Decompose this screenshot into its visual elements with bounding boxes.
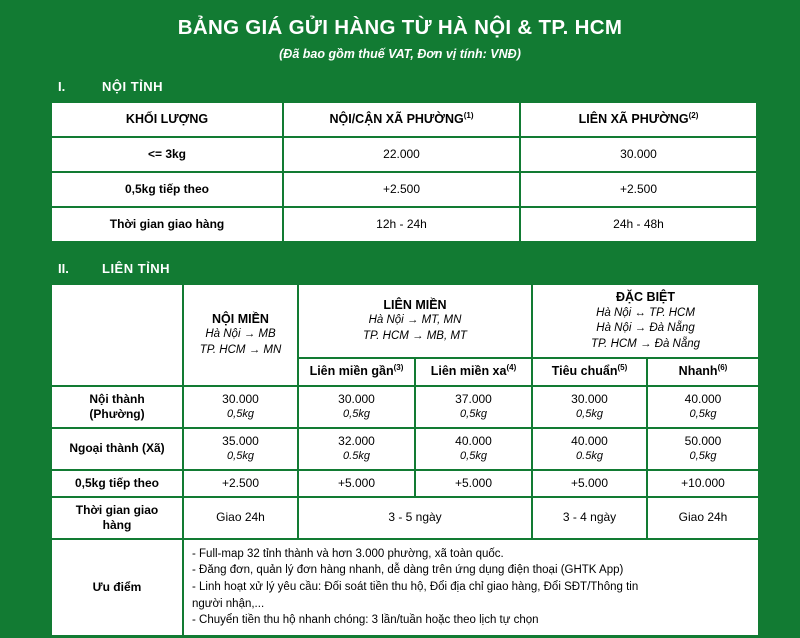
benefits-list <box>184 540 758 635</box>
cell-value-nhanh: Giao 24h <box>648 498 758 538</box>
row-label-tiep-theo: 0,5kg tiếp theo <box>52 471 182 496</box>
section-number: I. <box>58 79 66 94</box>
cell-value-tieu-chuan: 3 - 4 ngày <box>533 498 646 538</box>
cell-value-lien-mien: 3 - 5 ngày <box>299 498 531 538</box>
row-label: Thời gian giao hàng <box>52 208 282 241</box>
subheader-lien-mien-xa: Liên miền $xa^{(4)}$ <box>416 359 531 385</box>
group-line: Hà Nội → Đà Nẵng <box>596 322 695 335</box>
table-row-header-group <box>52 285 758 357</box>
benefit-line: người nhận,... <box>192 597 265 610</box>
table-row <box>52 429 758 469</box>
col-header-lien-xa-phuong: LIÊN XÃ PHƯỜNG$^{(2)}$ <box>521 103 756 136</box>
page-subtitle: (Đã bao gồm thuế VAT, Đơn vị tính: VNĐ) <box>279 47 521 61</box>
section-number: II. <box>58 261 69 276</box>
table-row-header <box>52 103 756 136</box>
cell-value-noi-mien: Giao 24h <box>184 498 297 538</box>
subheader-nhanh: Nhanh$^{(6)}$ <box>648 359 758 385</box>
group-header-noi-mien: NỘI MIỀN Hà Nội → MB TP. HCM → MN <box>184 285 297 385</box>
section-heading-noi-tinh <box>50 79 750 94</box>
cell-value: +2.500 <box>284 173 519 206</box>
table-row-delivery-time <box>52 498 758 538</box>
cell-value: +10.000 <box>648 471 758 496</box>
col-header-khoi-luong: KHỐI LƯỢNG <box>52 103 282 136</box>
cell-value: 30.000 <box>521 138 756 171</box>
cell-value: 30.000 0,5kg <box>533 387 646 427</box>
corner-cell <box>52 285 182 385</box>
cell-value: 40.000 0,5kg <box>416 429 531 469</box>
group-header-lien-mien: LIÊN MIỀN Hà Nội → MT, MN TP. HCM → MB, MT <box>299 285 531 357</box>
cell-value: 32.000 0.5kg <box>299 429 414 469</box>
benefit-line: - Chuyển tiền thu hộ nhanh chóng: 3 lần/tuần hoặc theo lịch tự chọn <box>192 614 539 627</box>
cell-value: 24h - 48h <box>521 208 756 241</box>
cell-value: 22.000 <box>284 138 519 171</box>
table-row <box>52 387 758 427</box>
cell-value: 50.000 0,5kg <box>648 429 758 469</box>
cell-value: 40.000 0.5kg <box>533 429 646 469</box>
cell-value: +2.500 <box>184 471 297 496</box>
table-lien-tinh <box>50 283 760 637</box>
benefit-line: - Linh hoạt xử lý yêu cầu: Đối soát tiền thu hộ, Đổi địa chỉ giao hàng, Đổi SĐT/Thông tin <box>192 581 639 594</box>
group-line: Hà Nội ↔ TP. HCM <box>596 306 695 319</box>
section-label: LIÊN TỈNH <box>102 261 171 276</box>
cell-value: +5.000 <box>299 471 414 496</box>
row-label: 0,5kg tiếp theo <box>52 173 282 206</box>
group-line: TP. HCM → MB, MT <box>363 329 467 342</box>
table-row <box>52 173 756 206</box>
cell-value: +5.000 <box>416 471 531 496</box>
section-heading-lien-tinh <box>50 261 750 276</box>
cell-value: 37.000 0,5kg <box>416 387 531 427</box>
cell-value: 30.000 0,5kg <box>299 387 414 427</box>
table-row <box>52 138 756 171</box>
cell-value: 12h - 24h <box>284 208 519 241</box>
page-title: BẢNG GIÁ GỬI HÀNG TỪ HÀ NỘI & TP. HCM <box>177 16 623 39</box>
row-label-noi-thanh: Nội thành (Phường) <box>52 387 182 427</box>
benefit-line: - Đăng đơn, quản lý đơn hàng nhanh, dễ dàng trên ứng dụng điện thoại (GHTK App) <box>192 564 624 577</box>
cell-value: 35.000 0,5kg <box>184 429 297 469</box>
table-noi-tinh <box>50 101 758 243</box>
row-label-uu-diem: Ưu điểm <box>52 540 182 635</box>
cell-value: 30.000 0,5kg <box>184 387 297 427</box>
benefit-line: - Full-map 32 tỉnh thành và hơn 3.000 phường, xã toàn quốc. <box>192 547 504 560</box>
cell-value: 40.000 0,5kg <box>648 387 758 427</box>
cell-value: +5.000 <box>533 471 646 496</box>
subheader-tieu-chuan: Tiêu chuẩn$^{(5)}$ <box>533 359 646 385</box>
section-label: NỘI TỈNH <box>102 79 164 94</box>
row-label: <= 3kg <box>52 138 282 171</box>
row-label-thoi-gian-giao-hang: Thời gian giao hàng <box>52 498 182 538</box>
table-row <box>52 471 758 496</box>
group-line: Hà Nội → MT, MN <box>368 314 462 327</box>
group-header-dac-biet: ĐẶC BIỆT Hà Nội ↔ TP. HCM Hà Nội → Đà Nẵng TP. HCM → Đà Nẵng <box>533 285 758 357</box>
table-row <box>52 208 756 241</box>
cell-value: +2.500 <box>521 173 756 206</box>
table-row-benefits <box>52 540 758 635</box>
col-header-noi-can-xa-phuong: NỘI/CẬN XÃ PHƯỜNG$^{(1)}$ <box>284 103 519 136</box>
group-line: TP. HCM → Đà Nẵng <box>590 337 701 350</box>
group-line: TP. HCM → MN <box>199 343 282 356</box>
group-line: Hà Nội → MB <box>205 328 276 341</box>
subheader-lien-mien-gan: Liên miền gần$^{(3)}$ <box>299 359 414 385</box>
row-label-ngoai-thanh: Ngoại thành (Xã) <box>52 429 182 469</box>
